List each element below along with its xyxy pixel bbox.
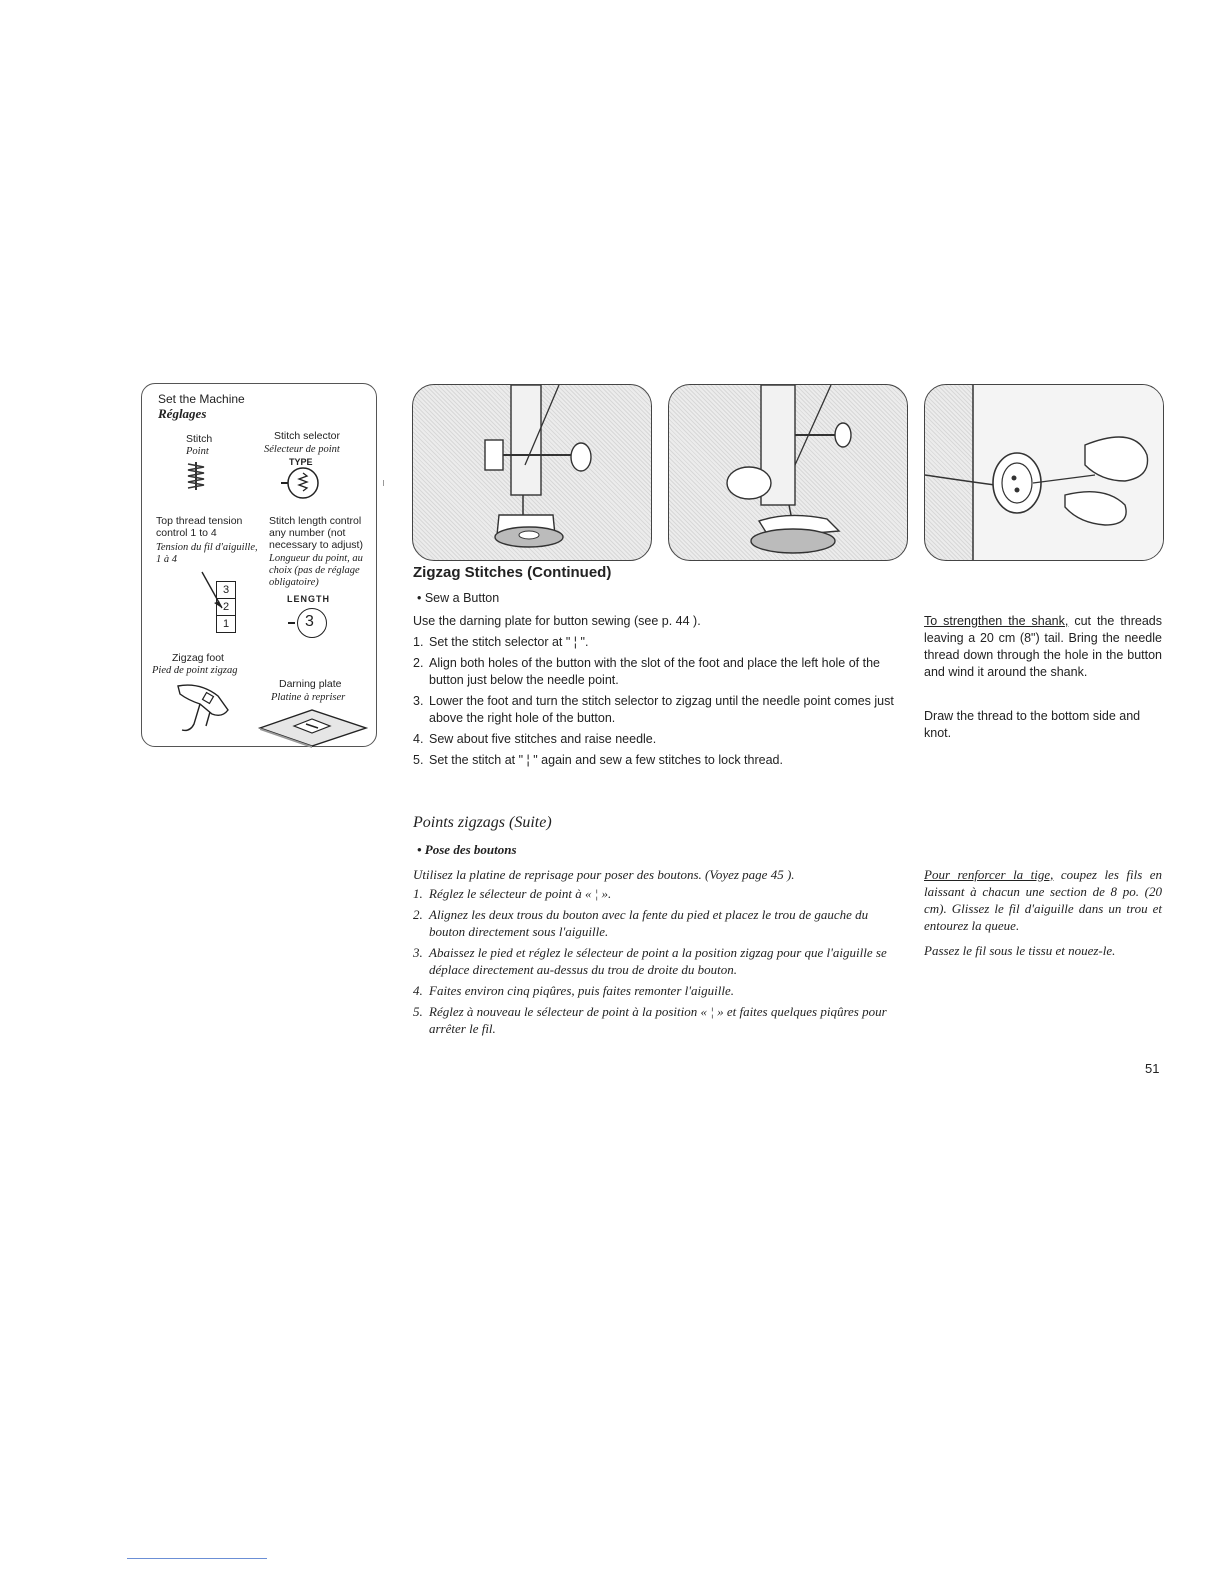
type-label: TYPE (289, 457, 313, 467)
french-shank-paragraph (924, 866, 1162, 934)
tension-dial-3: 3 (216, 581, 236, 599)
english-knot-paragraph: Draw the thread to the bottom side and knot. (924, 709, 1141, 740)
english-shank-rest: cut the threads leaving a 20 cm (8") tail. Bring the needle thread down through the hole in the button and wind it around the shank. (924, 614, 1162, 679)
tension-label: Top thread tension control 1 to 4 (156, 515, 243, 539)
footnote-rule (127, 1558, 267, 1559)
english-shank-lead: To strengthen the shank, (924, 614, 1069, 628)
french-step-1: 1. Réglez le sélecteur de point à « ¦ ». (413, 886, 612, 901)
machine-settings-box (141, 383, 377, 747)
stitch-selector-label-fr: Sélecteur de point (264, 444, 340, 455)
french-shank-rest: coupez les fils en laissant à chacun une section de 8 po. (20 cm). Glissez le fil d'aiguille dans un trou et entourez la queue. (924, 867, 1162, 933)
plate-label: Darning plate (279, 678, 342, 690)
foot-label-fr: Pied de point zigzag (152, 665, 238, 676)
english-step-1: 1. Set the stitch selector at " ¦ ". (413, 635, 589, 649)
length-label: Stitch length control any number (not necessary to adjust) (269, 515, 363, 551)
darning-plate-icon (254, 708, 370, 748)
french-step-4: 4. Faites environ cinq piqûres, puis faites remonter l'aiguille. (413, 983, 734, 998)
button-shank-illustration (925, 385, 1163, 560)
plate-label-fr: Platine à repriser (271, 692, 346, 703)
length-title: LENGTH (287, 594, 330, 604)
english-shank-paragraph (924, 613, 1162, 681)
stitch-label-fr: Point (186, 446, 209, 457)
sewing-machine-zigzag-illustration (669, 385, 907, 560)
photo-wind-shank (924, 384, 1164, 561)
tension-dial (216, 581, 236, 633)
photo-needle-right-hole (668, 384, 908, 561)
foot-label: Zigzag foot (172, 652, 224, 664)
french-intro: Utilisez la platine de reprisage pour poser des boutons. (Voyez page 45 ). (413, 867, 795, 882)
zigzag-foot-icon (170, 680, 236, 738)
english-subheading: • Sew a Button (417, 591, 500, 605)
french-step-5: 5. Réglez à nouveau le sélecteur de point à la position « ¦ » et faites quelques piqûres pour arrêter le fil. (413, 1004, 887, 1036)
tension-label-fr: Tension du fil d'aiguille, 1 à 4 (156, 542, 258, 565)
length-dial-value: 3 (305, 613, 314, 630)
settings-title: Set the Machine (158, 392, 245, 406)
tension-dial-2: 2 (216, 599, 236, 616)
length-dial-pointer (288, 622, 295, 624)
tension-dial-1: 1 (216, 616, 236, 633)
english-step-5: 5. Set the stitch at " ¦ " again and sew a few stitches to lock thread. (413, 753, 783, 767)
english-steps (413, 634, 907, 773)
length-dial (288, 606, 328, 640)
stitch-label: Stitch (186, 433, 213, 445)
french-step-3: 3. Abaissez le pied et réglez le sélecteur de point a la position zigzag pour que l'aiguille se déplace directement au-dessus du trou de droite du bouton. (413, 945, 887, 977)
page-number: 51 (1145, 1061, 1160, 1076)
settings-title-fr: Réglages (158, 406, 207, 421)
stitch-selector-label: Stitch selector (274, 430, 340, 442)
english-step-4: 4. Sew about five stitches and raise needle. (413, 732, 657, 746)
english-step-2: 2. Align both holes of the button with the slot of the foot and place the left hole of the button just below the needle point. (413, 656, 881, 687)
photo-needle-left-hole (412, 384, 652, 561)
french-knot-paragraph: Passez le fil sous le tissu et nouez-le. (924, 943, 1116, 958)
stitch-selector-dial-icon (279, 466, 323, 500)
zigzag-stitch-icon (185, 462, 207, 490)
length-label-fr: Longueur du point, au choix (pas de réglage obligatoire) (269, 553, 363, 588)
box-tick (383, 480, 384, 486)
french-step-2: 2. Alignez les deux trous du bouton avec la fente du pied et placez le trou de gauche du bouton directement sous l'aiguille. (413, 907, 869, 939)
french-subheading: • Pose des boutons (417, 842, 517, 857)
english-heading: Zigzag Stitches (Continued) (413, 564, 612, 581)
french-shank-lead: Pour renforcer la tige, (924, 867, 1054, 882)
english-intro: Use the darning plate for button sewing (see p. 44 ). (413, 614, 701, 628)
sewing-machine-foot-illustration (413, 385, 651, 560)
english-step-3: 3. Lower the foot and turn the stitch selector to zigzag until the needle point comes just above the right hole of the button. (413, 694, 894, 725)
french-heading: Points zigzags (Suite) (413, 814, 552, 831)
french-steps (413, 885, 907, 1041)
